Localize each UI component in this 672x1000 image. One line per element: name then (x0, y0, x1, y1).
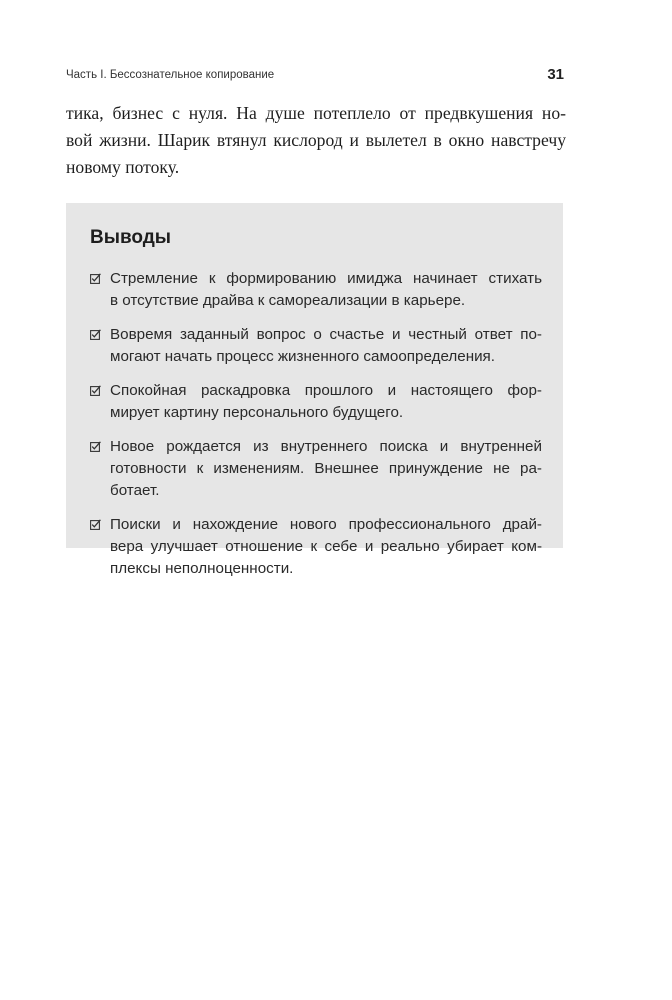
summary-item-line: ботает. (110, 482, 160, 499)
summary-item-line: готовности к изменениям. Внешнее принуждение не ра- (110, 460, 542, 477)
body-paragraph (66, 100, 566, 181)
summary-item (90, 324, 542, 368)
summary-item-line: Вовремя заданный вопрос о счастье и честный ответ по- (110, 326, 542, 343)
summary-item (90, 514, 542, 580)
summary-box (66, 203, 563, 577)
running-head (66, 68, 564, 84)
summary-item-line: Поиски и нахождение нового профессионального драй- (110, 516, 542, 533)
summary-item-line: плексы неполноценности. (110, 560, 294, 577)
checked-box-icon (90, 329, 101, 340)
summary-item (90, 268, 542, 312)
body-line: новому потоку. (66, 157, 180, 177)
summary-item (90, 436, 542, 502)
running-title: Часть I. Бессознательное копирование (66, 69, 275, 81)
summary-item-line: в отсутствие драйва к самореализации в карьере. (110, 292, 466, 309)
summary-title: Выводы (90, 227, 172, 248)
summary-item-line: Новое рождается из внутреннего поиска и внутренней (110, 438, 542, 455)
checked-box-icon (90, 519, 101, 530)
checked-box-icon (90, 385, 101, 396)
body-line: вой жизни. Шарик втянул кислород и вылетел в окно навстречу (66, 130, 566, 150)
summary-item-line: могают начать процесс жизненного самоопределения. (110, 348, 496, 365)
checked-box-icon (90, 273, 101, 284)
checked-box-icon (90, 441, 101, 452)
summary-list (90, 268, 542, 592)
summary-item-line: Стремление к формированию имиджа начинает стихать (110, 270, 542, 287)
summary-item-line: Спокойная раскадровка прошлого и настоящего фор- (110, 382, 542, 399)
summary-item (90, 380, 542, 424)
body-line: тика, бизнес с нуля. На душе потеплело от предвкушения но- (66, 103, 566, 123)
page-number: 31 (547, 66, 564, 83)
summary-item-line: вера улучшает отношение к себе и реально убирает ком- (110, 538, 542, 555)
summary-item-line: мирует картину персонального будущего. (110, 404, 404, 421)
